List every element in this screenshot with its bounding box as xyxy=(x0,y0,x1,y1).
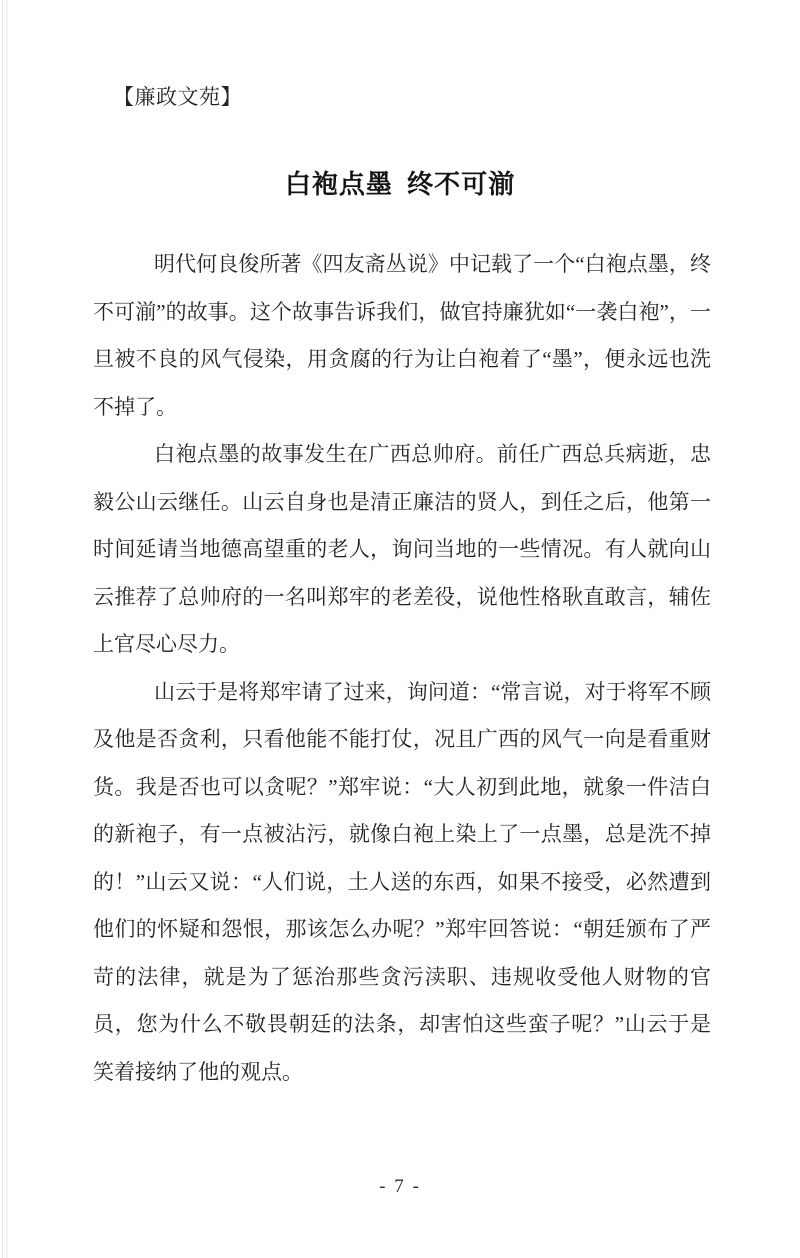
paragraph: 白袍点墨的故事发生在广西总帅府。前任广西总兵病逝，忠毅公山云继任。山云自身也是清正廉洁的贤人，到任之后，他第一时间延请当地德高望重的老人，询问当地的一些情况。有人就向山云推荐了总帅府的一名叫郑牢的老差役，说他性格耿直敢言，辅佐上官尽心尽力。 xyxy=(93,442,711,656)
paragraph: 明代何良俊所著《四友斋丛说》中记载了一个“白袍点墨，终不可湔”的故事。这个故事告诉我们，做官持廉犹如“一袭白袍”，一旦被不良的风气侵染，用贪腐的行为让白袍着了“墨”，便永远也洗不掉了。 xyxy=(93,252,711,419)
article-body xyxy=(93,241,711,1096)
category-tag: 【廉政文苑】 xyxy=(113,85,242,109)
paragraph: 山云于是将郑牢请了过来，询问道：“常言说，对于将军不顾及他是否贪利，只看他能不能打仗，况且广西的风气一向是看重财货。我是否也可以贪呢？”郑牢说：“大人初到此地，就象一件洁白的新袍子，有一点被沾污，就像白袍上染上了一点墨，总是洗不掉的！”山云又说：“人们说，土人送的东西，如果不接受，必然遭到他们的怀疑和怨恨，那该怎么办呢？”郑牢回答说：“朝廷颁布了严苛的法律，就是为了惩治那些贪污渎职、违规收受他人财物的官员，您为什么不敬畏朝廷的法条，却害怕这些蛮子呢？”山云于是笑着接纳了他的观点。 xyxy=(93,679,711,1084)
article-title: 白袍点墨 终不可湔 xyxy=(284,169,516,199)
page-number: - 7 - xyxy=(379,1176,421,1197)
